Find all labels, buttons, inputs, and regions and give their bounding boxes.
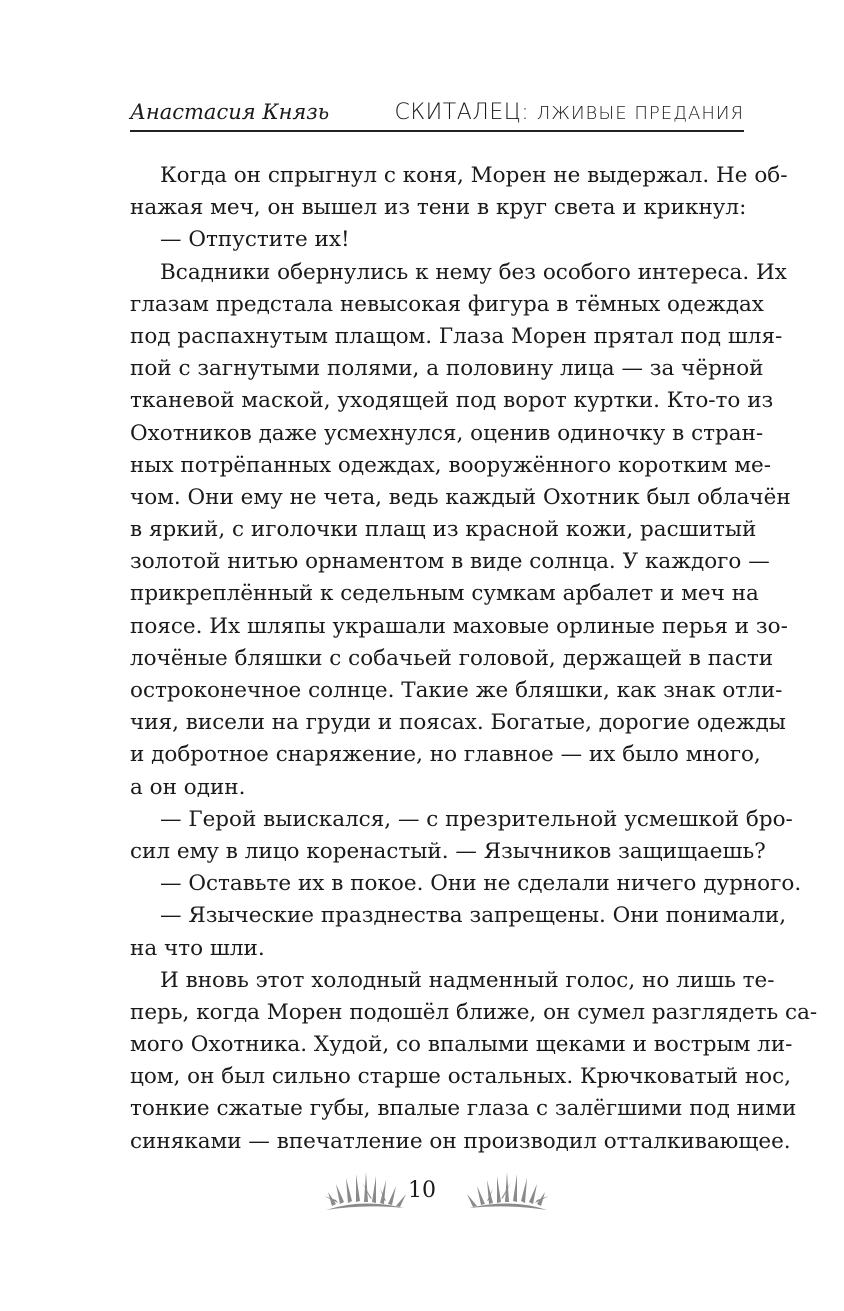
text-line: на что шли.	[130, 935, 265, 961]
text-line: синяками — впечатление он производил отталкивающее.	[130, 1128, 791, 1154]
text-line: лочёные бляшки с собачьей головой, держащей в пасти	[130, 645, 774, 671]
title-main: СКИТАЛЕЦ:	[394, 100, 530, 125]
text-line: золотой нитью орнаментом в виде солнца. У каждого —	[130, 549, 770, 575]
text-line: Когда он спрыгнул с коня, Морен не выдержал. Не об-	[160, 163, 788, 188]
text-line: — Оставьте их в покое. Они не сделали ничего дурного.	[160, 871, 802, 897]
text-line: перь, когда Морен подошёл ближе, он сумел разглядеть са-	[130, 999, 818, 1025]
text-line: чом. Они ему не чета, ведь каждый Охотник был облачён	[130, 484, 791, 510]
running-header-author: Анастасия Князь	[130, 100, 330, 124]
text-line: тканевой маской, уходящей под ворот куртки. Кто-то из	[130, 388, 774, 414]
fern-ornament-right-icon	[465, 1170, 551, 1214]
text-line: глазам предстала невысокая фигура в тёмных одеждах	[130, 291, 764, 317]
text-line: поясе. Их шляпы украшали маховые орлиные перья и зо-	[130, 613, 788, 639]
page-number: 10	[408, 1178, 436, 1203]
text-line: цом, он был сильно старше остальных. Крючковатый нос,	[130, 1064, 791, 1090]
text-line: под распахнутым плащом. Глаза Морен прятал под шля-	[130, 323, 783, 349]
text-line: прикреплённый к седельным сумкам арбалет и меч на	[130, 581, 759, 607]
text-line: — Языческие празднества запрещены. Они понимали,	[160, 903, 787, 929]
text-line: а он один.	[130, 774, 246, 800]
text-line: Всадники обернулись к нему без особого интереса. Их	[160, 259, 787, 285]
text-line: остроконечное солнце. Такие же бляшки, как знак отли-	[130, 678, 783, 703]
text-line: нажая меч, он вышел из тени в круг света и крикнул:	[130, 195, 747, 221]
title-subtitle: ЛЖИВЫЕ ПРЕДАНИЯ	[536, 103, 744, 124]
text-line: и добротное снаряжение, но главное — их было много,	[130, 742, 761, 768]
text-line: пой с загнутыми полями, а половину лица — за чёрной	[130, 356, 764, 382]
running-header-title	[395, 100, 745, 125]
header-rule	[130, 130, 744, 132]
text-line: — Герой выискался, — с презрительной усмешкой бро-	[160, 806, 793, 832]
text-line: Охотников даже усмехнулся, оценив одиночку в стран-	[130, 420, 764, 446]
text-line: ных потрёпанных одеждах, вооружённого коротким ме-	[130, 452, 772, 478]
text-line: — Отпустите их!	[160, 227, 350, 253]
text-line: мого Охотника. Худой, со впалыми щеками и вострым ли-	[130, 1032, 793, 1058]
text-line: в яркий, с иголочки плащ из красной кожи, расшитый	[130, 517, 757, 543]
text-line: И вновь этот холодный надменный голос, но лишь те-	[160, 967, 775, 993]
text-line: сил ему в лицо коренастый. — Язычников защищаешь?	[130, 838, 766, 864]
page-footer	[0, 1170, 844, 1220]
text-line: чия, висели на груди и поясах. Богатые, дорогие одежды	[130, 710, 786, 736]
body-text	[130, 160, 818, 1158]
text-line: тонкие сжатые губы, впалые глаза с залёгшими под ними	[130, 1096, 797, 1122]
